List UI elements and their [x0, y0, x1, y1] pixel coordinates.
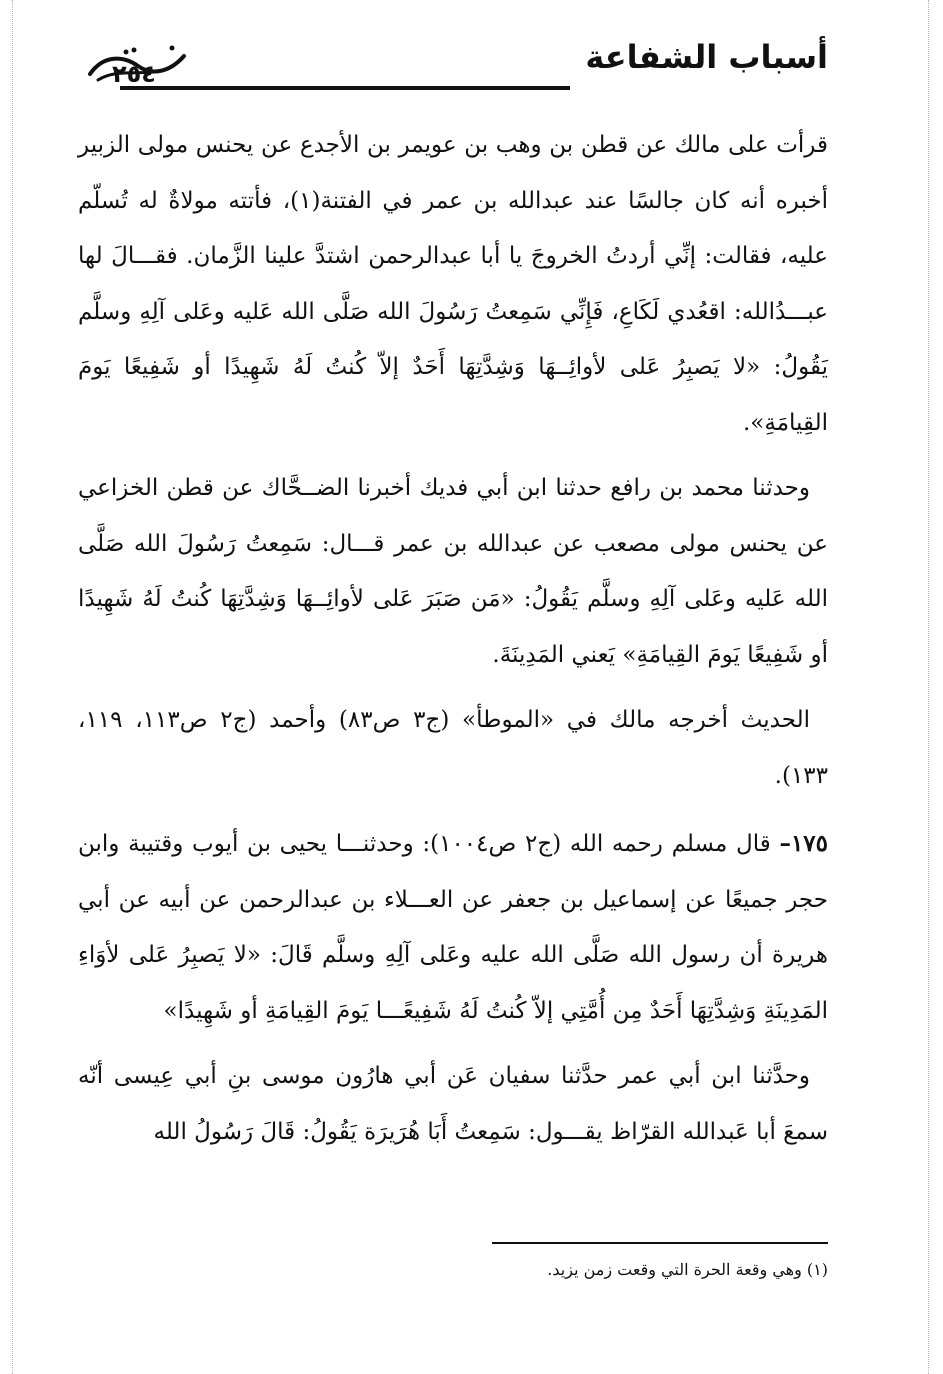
hadith-175 [78, 816, 828, 1039]
page-header [92, 34, 828, 104]
hadith-text: قال مسلم رحمه الله (ج٢ ص١٠٠٤): وحدثنـــا يحيى بن أيوب وقتيبة وابن حجر جميعًا عن إسماعيل بن جعفر عن العـــلاء بن عبدالرحمن عن أبيه عن أبي هريرة أن رسول الله صَلَّى الله عليه وعَلى آلِهِ وسلَّم قَالَ: «لا يَصبِرُ عَلى لأوَاءِ المَدِينَةِ وَشِدَّتِهَا أَحَدٌ مِن أُمَّتِي إلاّ كُنتُ لَهُ شَفِيعًـــا يَومَ القِيامَةِ أو شَهِيدًا» [78, 831, 828, 1024]
paragraph-4: وحدَّثنا ابن أبي عمر حدَّثنا سفيان عَن أبي هارُون موسى بنِ أبي عِيسى أنّه سمعَ أبا عَبدالله القرّاظ يقـــول: سَمِعتُ أَبَا هُرَيرَة يَقُولُ: قَالَ رَسُولُ الله [78, 1063, 828, 1145]
paragraph-1: قرأت على مالك عن قطن بن وهب بن عويمر بن الأجدع عن يحنس مولى الزبير أخبره أنه كان جالسًا عند عبدالله بن عمر في الفتنة(١)، فأتته مولاةٌ له تُسلّم عليه، فقالت: إنِّي أردتُ الخروجَ يا أبا عبدالرحمن اشتدَّ علينا الزَّمان. فقـــالَ لها عبـــدُالله: اقعُدي لَكَاعِ، فَإِنِّي سَمِعتُ رَسُولَ الله صَلَّى الله عَليه وعَلى آلِهِ وسلَّم يَقُولُ: «لا يَصبِرُ عَلى لأوائِــهَا وَشِدَّتِهَا أَحَدٌ إلاّ كُنتُ لَهُ شَهِيدًا أو شَفِيعًا يَومَ القِيامَةِ». [78, 132, 828, 436]
hadith-number: ١٧٥– [779, 830, 828, 857]
page-number: ٢٥٤ [112, 60, 156, 88]
running-title: أسباب الشفاعة [585, 38, 828, 76]
footnote: (١) وهي وقعة الحرة التي وقعت زمن يزيد. [547, 1260, 828, 1279]
paragraph-2: وحدثنا محمد بن رافع حدثنا ابن أبي فديك أخبرنا الضــحَّاك عن قطن الخزاعي عن يحنس مولى مصعب عن عبدالله بن عمر قـــال: سَمِعتُ رَسُولَ الله صَلَّى الله عَليه وعَلى آلِهِ وسلَّم يَقُولُ: «مَن صَبَرَ عَلى لأوائِــهَا وَشِدَّتِهَا كُنتُ لَهُ شَهِيدًا أو شَفِيعًا يَومَ القِيامَةِ» يَعني المَدِينَةَ. [78, 475, 828, 668]
main-text [78, 118, 828, 1170]
paragraph-3: الحديث أخرجه مالك في «الموطأ» (ج٣ ص٨٣) وأحمد (ج٢ ص١١٣، ١١٩، ١٣٣). [78, 707, 828, 789]
scan-edge-left [12, 0, 13, 1374]
scan-edge-right [928, 0, 929, 1374]
footnote-rule [492, 1242, 828, 1244]
